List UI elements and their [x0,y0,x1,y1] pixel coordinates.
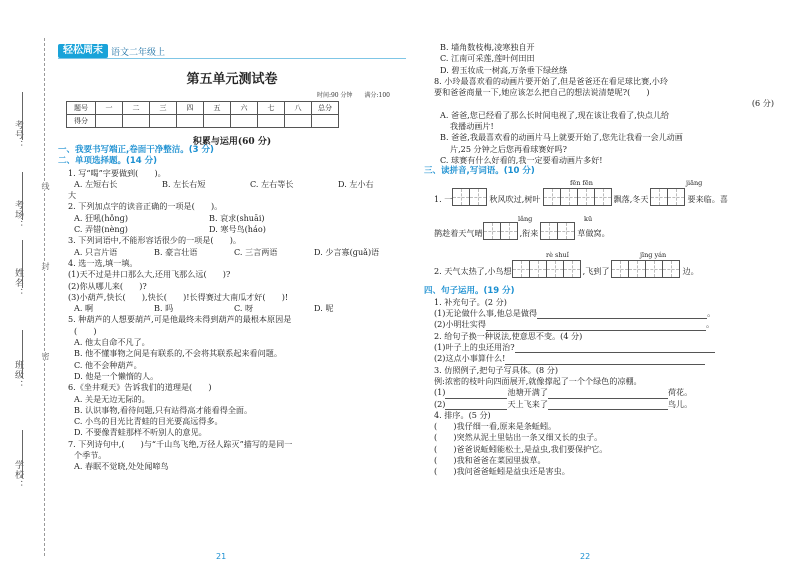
label-exam-room: 考场： [13,200,23,230]
page-title: 第五单元测试卷 [186,72,278,87]
option-cont: 片,25 分钟之后您再看球赛好吗? [450,143,567,154]
option[interactable]: B. 爸爸,我最喜欢看的动画片马上就要开始了,您先让我看一会儿动画 [440,132,683,143]
option[interactable]: D. 左小右 [338,178,374,189]
pinyin-row-2 [424,216,774,250]
sort-item[interactable]: ( )突然从泥土里钻出一条又细又长的虫子。 [434,432,603,443]
pinyin: fēn fēn [570,178,593,187]
table-cell: 总分 [312,102,339,115]
option[interactable]: A. 爸爸,您已经看了那么长时间电视了,现在该让我看了,快点儿给 [440,109,670,120]
table-cell: 五 [204,102,231,115]
char-box[interactable] [577,188,595,206]
cut-mark: 密 [41,352,50,360]
blank-line [22,330,24,378]
cut-mark: 线 [41,182,50,190]
char-box[interactable] [500,222,518,240]
options [58,179,408,190]
text: ,衔来 [519,228,539,239]
option[interactable]: B. 他不懂事物之间是有联系的,不会将其联系起来看问题。 [74,348,282,359]
table-cell: 三 [150,102,177,115]
blank-line [22,240,24,288]
answer-line[interactable] [515,343,715,353]
score-cell[interactable] [150,115,177,128]
score-table [66,101,339,128]
answer-line[interactable] [445,389,507,399]
sort-item[interactable]: ( )我仔细一看,原来是条蚯蚓。 [434,421,557,432]
text: 边。 [682,266,699,277]
sentence [434,222,610,240]
exam-meta: 时间:90 分钟 满分:100 [316,92,390,99]
options [58,303,408,314]
heading: 二、单项选择题。(14 分) [58,156,158,167]
char-box[interactable] [540,222,558,240]
text: 1. 一 [434,194,453,205]
sub-question [424,353,774,364]
table-cell: 题号 [67,102,96,115]
answer-line[interactable] [445,400,507,410]
table-row [67,115,339,128]
right-column [424,42,774,478]
option[interactable]: A. 他太自命不凡了。 [74,337,150,348]
blank-line [22,172,24,220]
sub-question: (1)天不过是井口那么大,还用飞那么远( )? [68,269,231,280]
option[interactable]: C. 他不会种葫芦。 [74,359,142,370]
char-box[interactable] [667,188,685,206]
blank-line [22,92,24,140]
question: 7. 下列诗句中,( )与“千山鸟飞绝,万径人踪灭”描写的是同一 [68,438,293,449]
char-box[interactable] [483,222,501,240]
label-class: 班级： [13,360,23,390]
text: (1) [434,387,446,398]
sub-question [424,399,774,410]
question: 4. 排序。(5 分) [434,409,491,420]
score-cell[interactable] [231,115,258,128]
section-title: 积累与运用(60 分) [192,137,272,147]
score-cell[interactable] [177,115,204,128]
sub-question: (2)小明壮实得 。 [434,319,715,330]
sort-item[interactable]: ( )爸爸说蚯蚓能松土,是益虫,我们要保护它。 [434,443,608,454]
question: 3. 仿照例子,把句子写具体。(8 分) [434,364,559,375]
sentence [434,188,728,206]
char-box[interactable] [645,260,663,278]
text: 2. 天气太热了,小鸟想 [434,266,512,277]
option[interactable]: C. 三言两语 [234,246,278,257]
option[interactable]: C. 小鸟的目光比青蛙的目光要高远得多。 [74,416,223,427]
table-cell: 一 [96,102,123,115]
pinyin: rè shuǐ [546,250,569,259]
blank-line [22,430,24,478]
options [58,224,408,235]
question: 2. 下列加点字的读音正确的一项是( )。 [68,201,223,212]
table-cell: 七 [258,102,285,115]
pinyin: kū [584,214,593,223]
option[interactable]: D. 寒号鸟(háo) [209,224,266,235]
question: 1. 写“喝”字要做到( )。 [68,167,166,178]
char-box[interactable] [560,188,578,206]
text: (1)无论做什么事,他总是做得 [434,308,538,319]
option-cont: 我播动画片! [450,121,494,132]
option[interactable]: D. 碧玉妆成一树高,万条垂下绿丝绦 [440,64,568,75]
char-box[interactable] [662,260,680,278]
left-column [58,145,408,473]
header-rule [58,58,406,59]
sub-question [424,342,774,353]
cut-mark: 封 [41,262,50,270]
brand [58,44,165,58]
brand-grade: 语文二年级上 [111,47,166,58]
text: (2)这点小事算什么! [434,353,506,364]
pinyin: lǎnɡ [518,214,533,223]
question: 3. 下列词语中,不能形容话很少的一项是( )。 [68,235,241,246]
sub-question: (3)小葫芦,快长( ),快长( )!长得赛过大南瓜才好( )! [68,291,289,302]
option[interactable]: B. 认识事物,看待问题,只有站得高才能看得全面。 [74,404,253,415]
text: (2) [434,398,446,409]
text: 鸟儿。 [667,398,693,409]
heading: 四、句子运用。(19 分) [424,285,515,296]
option[interactable]: D. 不要像青蛙那样不听别人的意见。 [74,427,207,438]
score-cell[interactable] [96,115,123,128]
table-cell: 八 [285,102,312,115]
score-cell[interactable] [285,115,312,128]
char-box[interactable] [512,260,530,278]
answer-line[interactable] [548,389,668,399]
char-box[interactable] [628,260,646,278]
option[interactable]: C. 江南可采莲,莲叶何田田 [440,53,535,64]
text: 池塘开满了 [507,387,548,398]
text: ,飞到了 [582,266,610,277]
text: (1)叶子上的虫还用治? [434,342,515,353]
answer-line[interactable] [548,400,668,410]
answer-line[interactable] [486,321,706,331]
question: 1. 补充句子。(2 分) [434,296,507,307]
text: 草做窝。 [577,228,610,239]
question: 要和爸爸商量一下,她应该怎么把自己的想法说清楚呢?( ) [434,87,650,98]
option[interactable]: A. 春眠不觉晓,处处闻啼鸟 [74,461,169,472]
options [58,247,408,258]
question: 5. 种葫芦的人想要葫芦,可是他最终未得到葫芦的最根本原因是 [68,314,292,325]
answer-line[interactable] [537,309,707,319]
question: 6.《坐井观天》告诉我们的道理是( ) [68,382,212,393]
option[interactable]: B. 吗 [154,303,174,314]
option[interactable]: B. 豪言壮语 [154,246,198,257]
pinyin: jīnɡ yán [640,250,667,259]
option[interactable]: A. 啊 [74,303,94,314]
table-cell: 二 [123,102,150,115]
page-number: 22 [580,552,591,561]
char-box[interactable] [611,260,629,278]
option[interactable]: C. 左右等长 [250,178,294,189]
option[interactable]: A. 狂吼(hǒnɡ) [74,212,128,223]
char-box[interactable] [546,260,564,278]
cut-line [44,38,45,556]
heading: 三、读拼音,写词语。(10 分) [424,166,535,177]
sub-question: (2)你从哪儿来( )? [68,280,147,291]
char-box[interactable] [650,188,668,206]
sort-item[interactable]: ( )我问爸爸蚯蚓是益虫还是害虫。 [434,466,570,477]
score-cell[interactable] [258,115,285,128]
char-box[interactable] [469,188,487,206]
text: 要来临。喜 [687,194,728,205]
option[interactable]: A. 关是无边无际的。 [74,393,150,404]
pinyin-row-3 [424,250,774,286]
option[interactable]: A. 左短右长 [74,178,118,189]
text: 天上飞来了 [507,398,548,409]
score-cell[interactable] [123,115,150,128]
label-name: 姓名： [13,268,23,298]
option[interactable]: B. 哀求(shuāi) [209,212,265,223]
question: 4. 选一选,填一填。 [68,257,138,268]
text: 飘落,冬天 [613,194,649,205]
label-school: 学校： [13,460,23,490]
pinyin-row-1 [424,178,774,216]
option[interactable]: D. 呢 [314,303,334,314]
question: 8. 小玲最喜欢看的动画片要开始了,但是爸爸还在看足球比赛,小玲 [434,75,668,86]
pinyin: jiānɡ [686,178,703,187]
option[interactable]: C. 弄错(nènɡ) [74,224,128,235]
option[interactable]: B. 左长右短 [162,178,206,189]
label-exam-number: 考号： [13,120,23,150]
char-box[interactable] [563,260,581,278]
question: 2. 给句子换一种说法,使意思不变。(4 分) [434,330,583,341]
sub-question: (1)无论做什么事,他总是做得 。 [434,308,716,319]
text: (2)小明壮实得 [434,319,486,330]
text: 荷花。 [667,387,693,398]
text: 大 [68,190,77,201]
option[interactable]: A. 只言片语 [74,246,118,257]
answer-blank[interactable]: ( ) [74,325,97,336]
table-row [67,102,339,115]
option[interactable]: D. 他是一个懒惰的人。 [74,370,159,381]
brand-logo: 轻松周末 [58,44,108,58]
points: (6 分) [751,98,774,109]
table-cell: 得分 [67,115,96,128]
text: 秋风吹过,树叶 [489,194,541,205]
score-cell[interactable] [312,115,339,128]
char-box[interactable] [557,222,575,240]
sub-question [424,387,774,398]
char-box[interactable] [543,188,561,206]
example: 例:浓密的枝叶向四面展开,就像撑起了一个个绿色的凉棚。 [434,375,642,386]
heading: 一、我要书写端正,卷面干净整洁。(3 分) [58,145,214,155]
option[interactable]: D. 少言寡(ɡuǎ)语 [314,246,380,257]
table-cell: 六 [231,102,258,115]
char-box[interactable] [452,188,470,206]
table-cell: 四 [177,102,204,115]
page-number: 21 [216,552,227,561]
sort-item[interactable]: ( )我和爸爸在菜园里拔草。 [434,455,546,466]
sentence [434,260,699,278]
answer-line[interactable] [505,355,705,365]
char-box[interactable] [594,188,612,206]
option[interactable]: B. 墙角数枝梅,凌寒独自开 [440,42,535,52]
text: 个季节。 [74,450,107,461]
char-box[interactable] [529,260,547,278]
binding-strip [0,0,50,576]
text: 鹊趁着天气晴 [434,228,483,239]
option[interactable]: C. 球赛有什么好看的,我一定要看动画片多好! [440,154,603,165]
option[interactable]: C. 呀 [234,303,254,314]
options [58,213,408,224]
score-cell[interactable] [204,115,231,128]
